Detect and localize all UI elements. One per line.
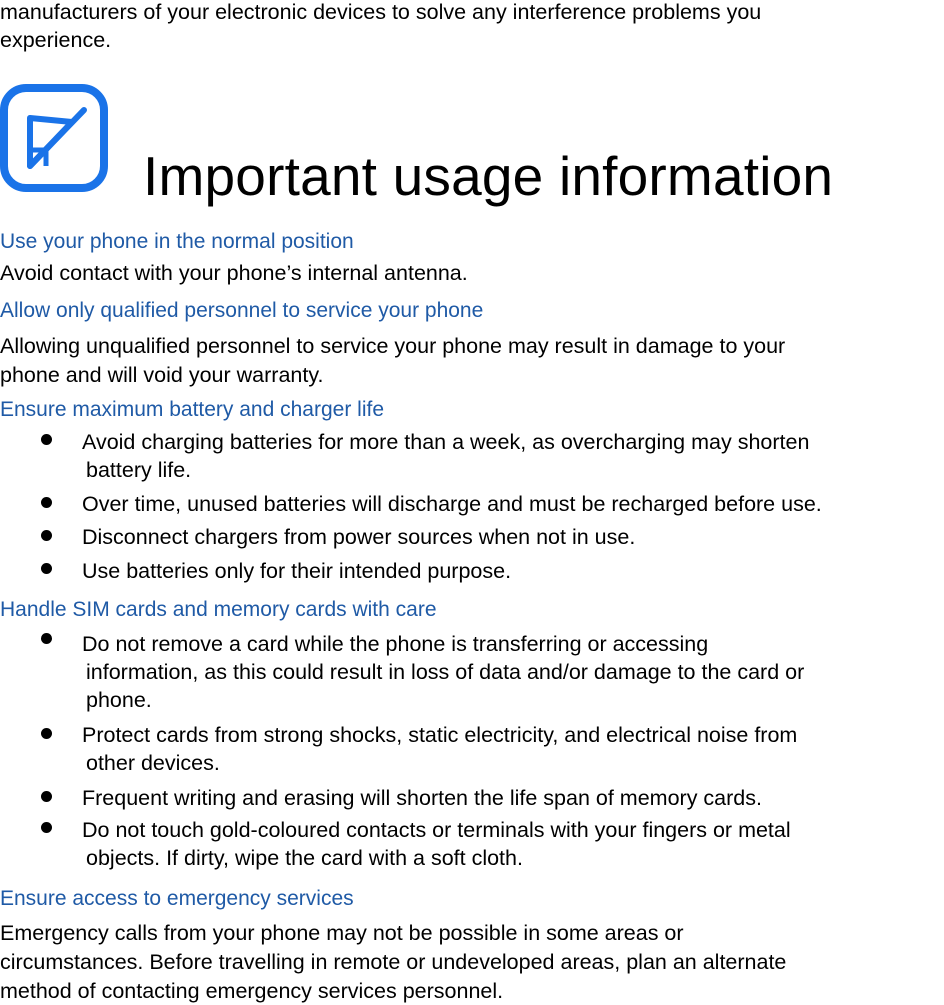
section-body-line: phone and will void your warranty. [0,363,324,387]
list-item-text: Disconnect chargers from power sources when not in use. [82,525,636,549]
list-item [82,721,797,777]
section-body-line: Avoid contact with your phone’s internal antenna. [0,261,468,285]
list-item-text: Do not remove a card while the phone is transferring or accessing [82,632,709,656]
bullet-icon [41,728,52,739]
list-item-text: other devices. [86,751,220,775]
list-item [82,816,791,872]
section-heading: Handle SIM cards and memory cards with care [0,598,437,621]
list-item-text: Use batteries only for their intended purpose. [82,559,512,583]
pencil-note-icon [0,84,108,192]
list-item-text: Do not touch gold-coloured contacts or terminals with your fingers or metal [82,818,791,842]
section-body-line: method of contacting emergency services personnel. [0,979,504,1003]
bullet-icon [41,822,52,833]
list-item-text: Protect cards from strong shocks, static electricity, and electrical noise from [82,723,798,747]
list-item-text: information, as this could result in loss of data and/or damage to the card or [86,660,805,684]
list-item [82,784,762,812]
section-heading: Ensure maximum battery and charger life [0,398,384,421]
list-item-text: Frequent writing and erasing will shorten the life span of memory cards. [82,786,762,810]
list-item-text: Over time, unused batteries will discharge and must be recharged before use. [82,492,822,516]
list-item-text: phone. [86,688,152,712]
list-item-text: Avoid charging batteries for more than a week, as overcharging may shorten [82,430,810,454]
page-title: Important usage information [143,145,834,207]
section-body-line: circumstances. Before travelling in remote or undeveloped areas, plan an alternate [0,950,787,974]
section-body-line: Emergency calls from your phone may not be possible in some areas or [0,921,684,945]
list-item [82,630,804,714]
bullet-icon [41,563,52,574]
list-item-text: objects. If dirty, wipe the card with a soft cloth. [86,846,523,870]
section-heading: Use your phone in the normal position [0,230,354,253]
section-heading: Allow only qualified personnel to service your phone [0,299,484,322]
bullet-icon [41,791,52,802]
section-body-line: Allowing unqualified personnel to service your phone may result in damage to your [0,334,786,358]
intro-line-2: experience. [0,28,112,52]
bullet-icon [41,434,52,445]
list-item [82,557,511,585]
bullet-icon [41,497,52,508]
bullet-icon [41,633,52,644]
list-item [82,523,635,551]
bullet-icon [41,530,52,541]
section-heading: Ensure access to emergency services [0,887,354,910]
list-item [82,490,822,518]
list-item [82,428,809,484]
list-item-text: battery life. [86,458,192,482]
intro-line-1: manufacturers of your electronic devices to solve any interference problems you [0,0,762,24]
